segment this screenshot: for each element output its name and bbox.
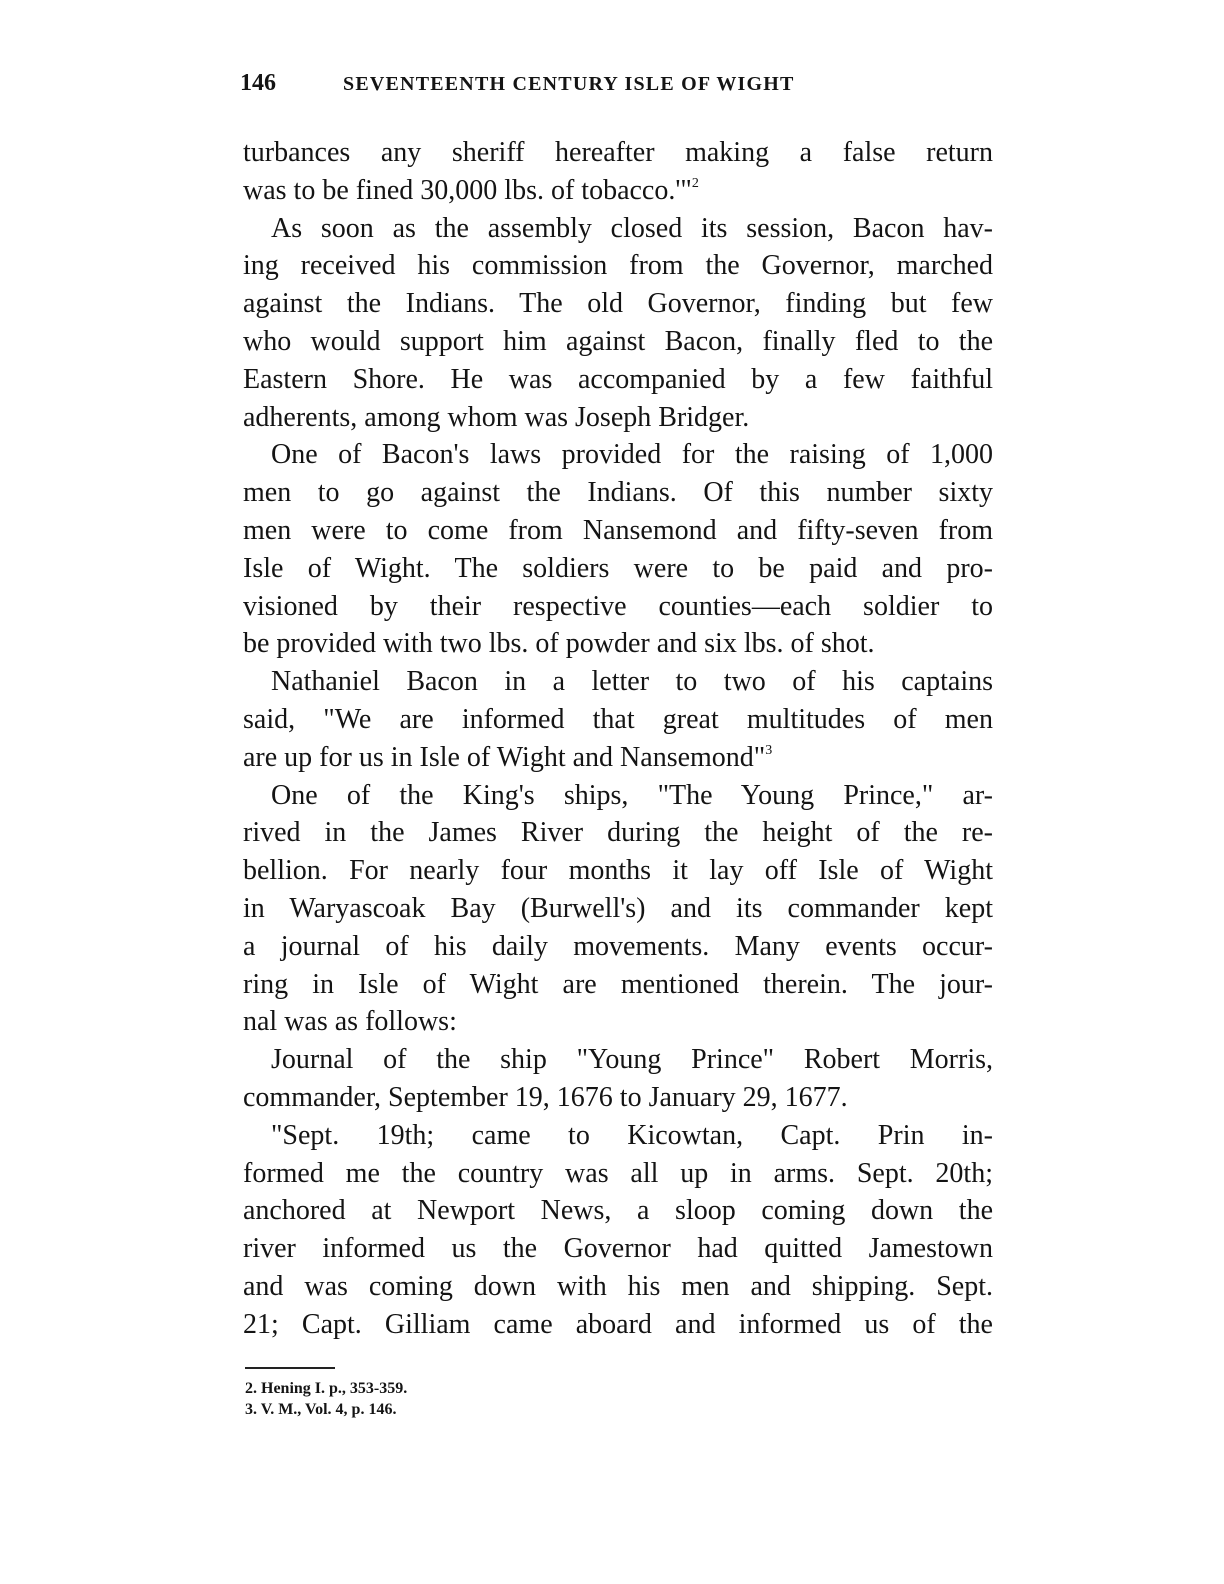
line-text: ring in Isle of Wight are mentioned therein. The jour-	[243, 968, 993, 1000]
line-text: against the Indians. The old Governor, finding but few	[243, 288, 993, 320]
footnote-marker: 3	[765, 742, 773, 758]
line-text: Eastern Shore. He was accompanied by a few faithful	[243, 363, 993, 395]
text-line	[243, 852, 993, 890]
line-text: One of the King's ships, "The Young Prince," ar-	[271, 779, 993, 811]
text-line	[243, 625, 993, 663]
text-line	[243, 1230, 993, 1268]
text-line	[243, 1155, 993, 1193]
line-text: 21; Capt. Gilliam came aboard and informed us of the	[243, 1308, 993, 1340]
line-text: adherents, among whom was Joseph Bridger.	[243, 401, 750, 433]
line-text: bellion. For nearly four months it lay off Isle of Wight	[243, 855, 993, 887]
footnote-divider	[245, 1367, 335, 1369]
line-text: turbances any sheriff hereafter making a false return	[243, 137, 993, 168]
text-line	[243, 512, 993, 550]
text-line	[243, 1192, 993, 1230]
text-line	[243, 966, 993, 1004]
text-line	[243, 1079, 993, 1117]
text-line	[243, 323, 993, 361]
line-text: men to go against the Indians. Of this number sixty	[243, 477, 993, 509]
text-line	[243, 1003, 993, 1041]
text-line	[243, 1268, 993, 1306]
text-line	[243, 172, 993, 210]
line-text: Journal of the ship "Young Prince" Robert Morris,	[271, 1044, 993, 1076]
paragraph	[243, 663, 993, 776]
line-text: Nathaniel Bacon in a letter to two of his captains	[271, 666, 993, 698]
line-text: "Sept. 19th; came to Kicowtan, Capt. Prin in-	[271, 1119, 993, 1151]
text-line	[243, 399, 993, 437]
text-line	[243, 890, 993, 928]
paragraph	[243, 1041, 993, 1117]
paragraph	[243, 777, 993, 1042]
line-text: men were to come from Nansemond and fifty-seven from	[243, 514, 993, 546]
paragraph	[243, 134, 993, 210]
footnote: 2. Hening I. p., 353-359.	[245, 1380, 408, 1397]
line-text: nal was as follows:	[243, 1006, 457, 1038]
paragraph	[243, 436, 993, 663]
line-text: ing received his commission from the Governor, marched	[243, 250, 993, 282]
line-text: visioned by their respective counties—each soldier to	[243, 590, 993, 622]
text-line	[243, 928, 993, 966]
text-line	[243, 1117, 993, 1155]
line-text: anchored at Newport News, a sloop coming down the	[243, 1195, 993, 1227]
text-line	[243, 663, 993, 701]
body-text	[243, 134, 993, 1344]
line-text: commander, September 19, 1676 to January 29, 1677.	[243, 1081, 848, 1113]
line-text: One of Bacon's laws provided for the raising of 1,000	[271, 439, 993, 471]
line-text: said, "We are informed that great multitudes of men	[243, 703, 993, 735]
line-text: and was coming down with his men and shipping. Sept.	[243, 1270, 993, 1302]
line-text: a journal of his daily movements. Many events occur-	[243, 930, 993, 962]
line-text: Isle of Wight. The soldiers were to be paid and pro-	[243, 552, 993, 584]
line-text: who would support him against Bacon, finally fled to the	[243, 325, 993, 357]
paragraph	[243, 210, 993, 437]
text-line	[243, 285, 993, 323]
footnote-marker: 2	[691, 175, 699, 191]
footnote: 3. V. M., Vol. 4, p. 146.	[245, 1401, 397, 1418]
page-number: 146	[240, 70, 276, 96]
text-line	[243, 1306, 993, 1344]
text-line	[243, 814, 993, 852]
text-line	[243, 436, 993, 474]
line-text: river informed us the Governor had quitted Jamestown	[243, 1233, 993, 1265]
line-text: in Waryascoak Bay (Burwell's) and its commander kept	[243, 892, 993, 924]
line-text: As soon as the assembly closed its session, Bacon hav-	[271, 212, 993, 244]
footnotes	[245, 1378, 645, 1420]
text-line	[243, 474, 993, 512]
text-line	[243, 777, 993, 815]
page-header	[240, 70, 1000, 100]
line-text: was to be fined 30,000 lbs. of tobacco.'"	[243, 174, 692, 206]
text-line	[243, 361, 993, 399]
text-line	[243, 701, 993, 739]
text-line	[243, 739, 993, 777]
text-line	[243, 210, 993, 248]
text-line	[243, 1041, 993, 1079]
paragraph	[243, 1117, 993, 1344]
text-line	[243, 134, 993, 172]
line-text: rived in the James River during the height of the re-	[243, 817, 993, 849]
text-line	[243, 247, 993, 285]
line-text: formed me the country was all up in arms. Sept. 20th;	[243, 1157, 993, 1189]
line-text: be provided with two lbs. of powder and six lbs. of shot.	[243, 628, 875, 660]
text-line	[243, 550, 993, 588]
line-text: are up for us in Isle of Wight and Nansemond"	[243, 741, 766, 773]
running-head: SEVENTEENTH CENTURY ISLE OF WIGHT	[343, 73, 795, 95]
text-line	[243, 588, 993, 626]
